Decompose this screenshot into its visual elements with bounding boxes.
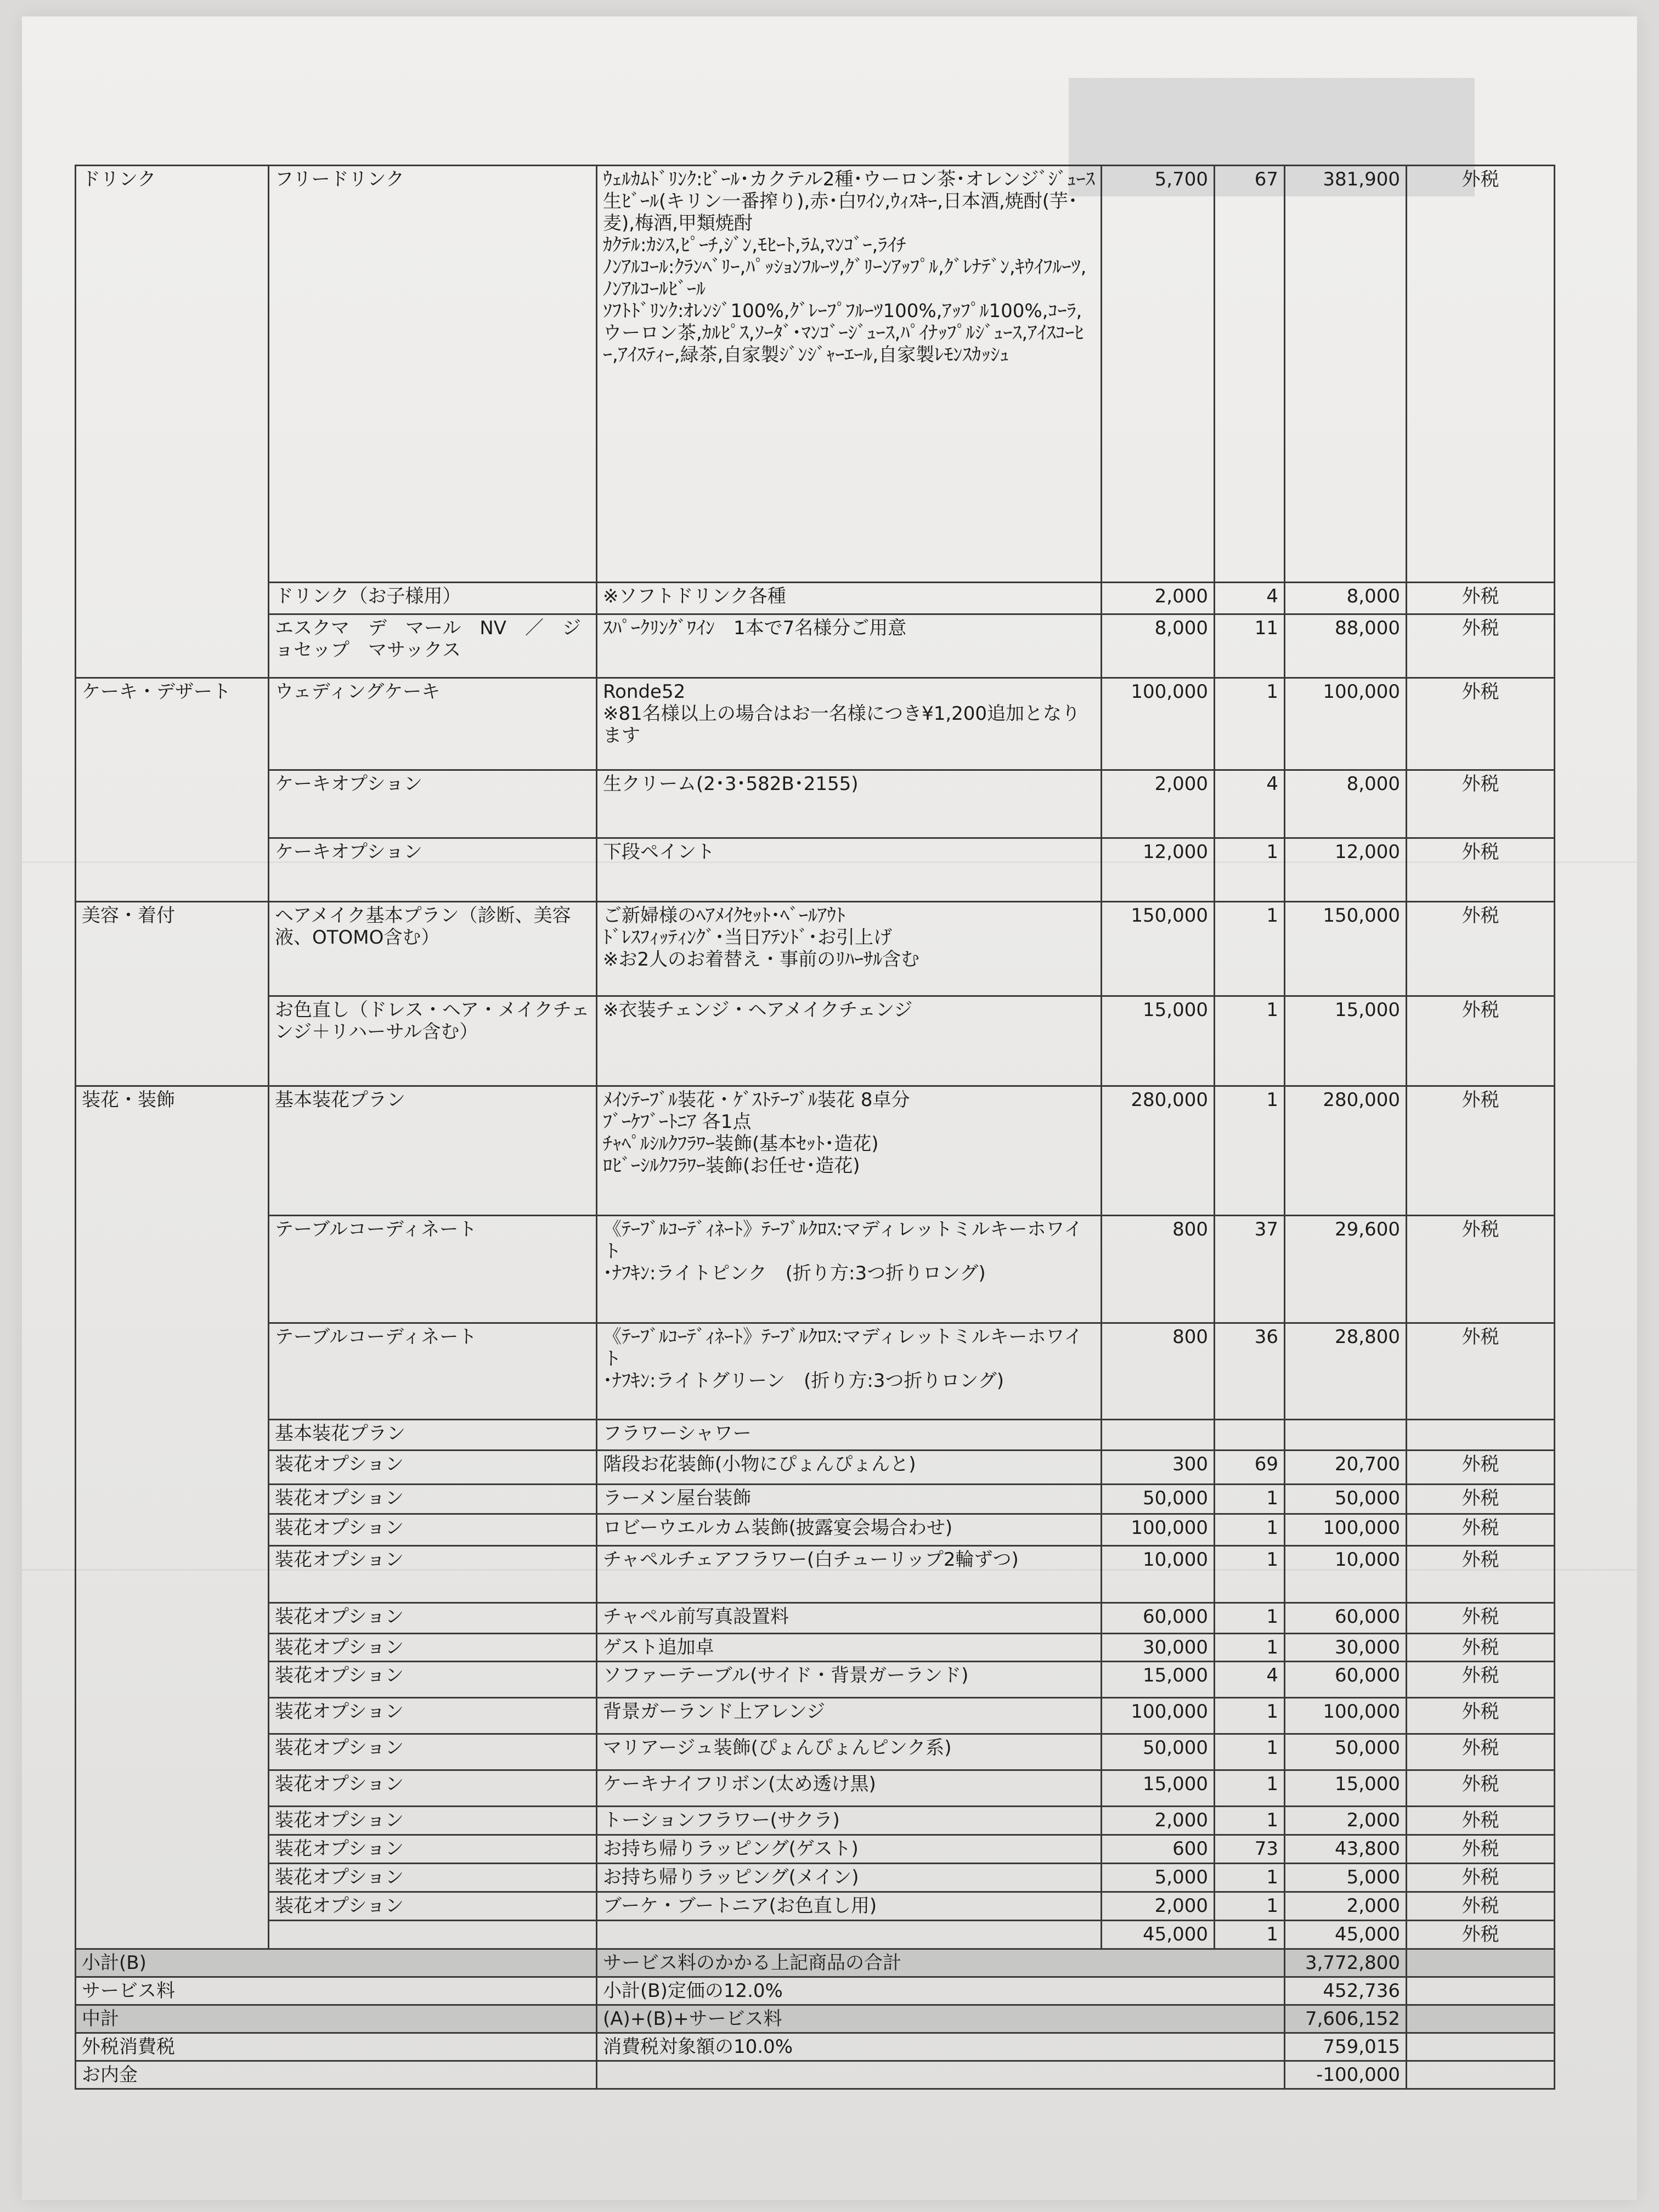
row-quantity: 1 [1215, 996, 1285, 1086]
row-description: トーションフラワー(サクラ) [597, 1807, 1102, 1835]
row-quantity: 1 [1215, 1603, 1285, 1634]
row-tax-type: 外税 [1407, 1770, 1555, 1807]
row-amount: 20,700 [1285, 1451, 1407, 1485]
row-description: お持ち帰りラッピング(メイン) [597, 1864, 1102, 1892]
row-amount: 28,800 [1285, 1323, 1407, 1420]
table-row [76, 1451, 1555, 1485]
row-quantity: 1 [1215, 1807, 1285, 1835]
row-description: ソファーテーブル(サイド・背景ガーランド) [597, 1662, 1102, 1698]
table-row [76, 1662, 1555, 1698]
row-amount: 45,000 [1285, 1921, 1407, 1949]
row-unit-price: 2,000 [1102, 1807, 1215, 1835]
row-item: 装花オプション [269, 1807, 597, 1835]
row-description: 《ﾃｰﾌﾞﾙｺｰﾃﾞｨﾈｰﾄ》ﾃｰﾌﾞﾙｸﾛｽ:マディレットミルキーホワイト ･ﾅﾌｷﾝ:ライトグリーン (折り方:3つ折りロング) [597, 1323, 1102, 1420]
row-unit-price: 10,000 [1102, 1546, 1215, 1603]
row-description: 背景ガーランド上アレンジ [597, 1698, 1102, 1734]
row-tax-type: 外税 [1407, 838, 1555, 902]
invoice-table [75, 165, 1555, 2090]
table-row [76, 996, 1555, 1086]
row-quantity: 4 [1215, 770, 1285, 838]
summary-label: サービス料 [76, 1977, 597, 2005]
row-unit-price: 2,000 [1102, 770, 1215, 838]
row-tax-type: 外税 [1407, 614, 1555, 678]
row-quantity: 69 [1215, 1451, 1285, 1485]
invoice-body [76, 166, 1555, 2089]
summary-blank [1407, 1977, 1555, 2005]
summary-row [76, 2061, 1555, 2089]
table-row [76, 166, 1555, 583]
row-amount: 8,000 [1285, 583, 1407, 614]
row-item: 装花オプション [269, 1835, 597, 1864]
row-tax-type: 外税 [1407, 678, 1555, 770]
row-tax-type: 外税 [1407, 1734, 1555, 1770]
row-description: 生クリーム(2･3･582B･2155) [597, 770, 1102, 838]
row-unit-price: 12,000 [1102, 838, 1215, 902]
summary-amount: 3,772,800 [1285, 1949, 1407, 1977]
summary-label: 小計(B) [76, 1949, 597, 1977]
row-item: 装花オプション [269, 1634, 597, 1662]
row-unit-price: 800 [1102, 1216, 1215, 1323]
row-item: ウェディングケーキ [269, 678, 597, 770]
row-description [597, 1921, 1102, 1949]
summary-blank [1407, 2005, 1555, 2033]
row-unit-price: 100,000 [1102, 1514, 1215, 1546]
row-item: 基本装花プラン [269, 1420, 597, 1451]
table-row [76, 1603, 1555, 1634]
table-row [76, 1634, 1555, 1662]
row-item: 装花オプション [269, 1514, 597, 1546]
row-item: ケーキオプション [269, 770, 597, 838]
row-item: 装花オプション [269, 1451, 597, 1485]
invoice-sheet [75, 165, 1554, 2090]
row-amount: 60,000 [1285, 1603, 1407, 1634]
row-description: ご新婦様のﾍｱﾒｲｸｾｯﾄ･ﾍﾞｰﾙｱｳﾄ ﾄﾞﾚｽﾌｨｯﾃｨﾝｸﾞ･当日ｱﾃﾝﾄﾞ･お引上げ ※お2人のお着替え・事前のﾘﾊｰｻﾙ含む [597, 902, 1102, 996]
row-item [269, 1921, 597, 1949]
row-description: ※ソフトドリンク各種 [597, 583, 1102, 614]
row-quantity: 67 [1215, 166, 1285, 583]
row-tax-type: 外税 [1407, 1514, 1555, 1546]
row-tax-type: 外税 [1407, 902, 1555, 996]
row-description: ﾒｲﾝﾃｰﾌﾞﾙ装花・ｹﾞｽﾄﾃｰﾌﾞﾙ装花 8卓分 ﾌﾞｰｹﾌﾞｰﾄﾆｱ 各1点 ﾁｬﾍﾟﾙｼﾙｸﾌﾗﾜｰ装飾(基本ｾｯﾄ･造花) ﾛﾋﾞｰｼﾙｸﾌﾗﾜｰ装飾(お任せ･造花) [597, 1086, 1102, 1216]
row-item: 装花オプション [269, 1734, 597, 1770]
summary-label: 外税消費税 [76, 2033, 597, 2061]
summary-row [76, 1949, 1555, 1977]
summary-blank [1407, 1949, 1555, 1977]
table-row [76, 1420, 1555, 1451]
row-description: ロビーウエルカム装飾(披露宴会場合わせ) [597, 1514, 1102, 1546]
row-item: 装花オプション [269, 1770, 597, 1807]
row-unit-price: 45,000 [1102, 1921, 1215, 1949]
row-unit-price: 2,000 [1102, 583, 1215, 614]
summary-description: 小計(B)定価の12.0% [597, 1977, 1285, 2005]
row-quantity: 36 [1215, 1323, 1285, 1420]
row-unit-price: 5,700 [1102, 166, 1215, 583]
row-quantity: 1 [1215, 1770, 1285, 1807]
row-description: 階段お花装飾(小物にぴょんぴょんと) [597, 1451, 1102, 1485]
row-tax-type: 外税 [1407, 1323, 1555, 1420]
summary-amount: 7,606,152 [1285, 2005, 1407, 2033]
row-unit-price: 150,000 [1102, 902, 1215, 996]
row-amount: 12,000 [1285, 838, 1407, 902]
summary-row [76, 2005, 1555, 2033]
summary-blank [1407, 2061, 1555, 2089]
row-tax-type: 外税 [1407, 1807, 1555, 1835]
summary-label: お内金 [76, 2061, 597, 2089]
row-amount: 100,000 [1285, 1698, 1407, 1734]
row-unit-price: 600 [1102, 1835, 1215, 1864]
table-row [76, 1770, 1555, 1807]
row-tax-type: 外税 [1407, 1662, 1555, 1698]
summary-blank [1407, 2033, 1555, 2061]
row-quantity: 1 [1215, 1921, 1285, 1949]
row-amount: 29,600 [1285, 1216, 1407, 1323]
row-quantity: 1 [1215, 1086, 1285, 1216]
row-quantity [1215, 1420, 1285, 1451]
row-unit-price: 8,000 [1102, 614, 1215, 678]
row-amount: 150,000 [1285, 902, 1407, 996]
table-row [76, 614, 1555, 678]
summary-amount: -100,000 [1285, 2061, 1407, 2089]
row-quantity: 1 [1215, 678, 1285, 770]
table-row [76, 1514, 1555, 1546]
row-item: 装花オプション [269, 1864, 597, 1892]
table-row [76, 1835, 1555, 1864]
row-tax-type: 外税 [1407, 1921, 1555, 1949]
row-tax-type: 外税 [1407, 166, 1555, 583]
summary-amount: 759,015 [1285, 2033, 1407, 2061]
row-item: 装花オプション [269, 1485, 597, 1514]
table-row [76, 678, 1555, 770]
table-row [76, 1734, 1555, 1770]
row-amount: 100,000 [1285, 1514, 1407, 1546]
row-item: 装花オプション [269, 1662, 597, 1698]
row-description: ｽﾊﾟｰｸﾘﾝｸﾞﾜｲﾝ 1本で7名様分ご用意 [597, 614, 1102, 678]
row-unit-price: 280,000 [1102, 1086, 1215, 1216]
row-unit-price: 50,000 [1102, 1485, 1215, 1514]
row-amount: 88,000 [1285, 614, 1407, 678]
row-quantity: 11 [1215, 614, 1285, 678]
table-row [76, 1698, 1555, 1734]
summary-amount: 452,736 [1285, 1977, 1407, 2005]
row-description: Ronde52 ※81名様以上の場合はお一名様につき¥1,200追加となります [597, 678, 1102, 770]
row-unit-price: 5,000 [1102, 1864, 1215, 1892]
row-description: フラワーシャワー [597, 1420, 1102, 1451]
row-category: 装花・装飾 [76, 1086, 269, 1949]
row-unit-price: 100,000 [1102, 1698, 1215, 1734]
row-amount: 60,000 [1285, 1662, 1407, 1698]
row-amount [1285, 1420, 1407, 1451]
row-item: 装花オプション [269, 1603, 597, 1634]
row-tax-type: 外税 [1407, 1086, 1555, 1216]
row-tax-type: 外税 [1407, 583, 1555, 614]
table-row [76, 1921, 1555, 1949]
row-quantity: 73 [1215, 1835, 1285, 1864]
summary-row [76, 1977, 1555, 2005]
table-row [76, 1216, 1555, 1323]
row-amount: 15,000 [1285, 1770, 1407, 1807]
summary-description [597, 2061, 1285, 2089]
row-quantity: 1 [1215, 1734, 1285, 1770]
row-description: ラーメン屋台装飾 [597, 1485, 1102, 1514]
row-amount: 43,800 [1285, 1835, 1407, 1864]
row-tax-type: 外税 [1407, 996, 1555, 1086]
table-row [76, 583, 1555, 614]
summary-description: 消費税対象額の10.0% [597, 2033, 1285, 2061]
table-row [76, 1086, 1555, 1216]
summary-row [76, 2033, 1555, 2061]
row-unit-price: 15,000 [1102, 996, 1215, 1086]
row-quantity: 1 [1215, 838, 1285, 902]
table-row [76, 902, 1555, 996]
row-amount: 10,000 [1285, 1546, 1407, 1603]
table-row [76, 838, 1555, 902]
row-item: フリードリンク [269, 166, 597, 583]
table-row [76, 1323, 1555, 1420]
row-unit-price: 15,000 [1102, 1770, 1215, 1807]
row-unit-price: 800 [1102, 1323, 1215, 1420]
row-unit-price: 100,000 [1102, 678, 1215, 770]
row-tax-type [1407, 1420, 1555, 1451]
row-description: ケーキナイフリボン(太め透け黒) [597, 1770, 1102, 1807]
row-description: ※衣装チェンジ・ヘアメイクチェンジ [597, 996, 1102, 1086]
row-quantity: 1 [1215, 1546, 1285, 1603]
row-description: お持ち帰りラッピング(ゲスト) [597, 1835, 1102, 1864]
row-description: ゲスト追加卓 [597, 1634, 1102, 1662]
row-quantity: 4 [1215, 1662, 1285, 1698]
summary-label: 中計 [76, 2005, 597, 2033]
table-row [76, 1864, 1555, 1892]
row-quantity: 1 [1215, 1514, 1285, 1546]
summary-description: サービス料のかかる上記商品の合計 [597, 1949, 1285, 1977]
table-row [76, 1485, 1555, 1514]
row-item: エスクマ デ マール NV ／ ジョセップ マサックス [269, 614, 597, 678]
row-amount: 50,000 [1285, 1734, 1407, 1770]
row-item: ヘアメイク基本プラン（診断、美容液、OTOMO含む） [269, 902, 597, 996]
row-tax-type: 外税 [1407, 1892, 1555, 1921]
row-amount: 50,000 [1285, 1485, 1407, 1514]
row-quantity: 1 [1215, 1698, 1285, 1734]
row-item: 装花オプション [269, 1546, 597, 1603]
row-tax-type: 外税 [1407, 1835, 1555, 1864]
row-amount: 280,000 [1285, 1086, 1407, 1216]
row-unit-price: 50,000 [1102, 1734, 1215, 1770]
row-tax-type: 外税 [1407, 1546, 1555, 1603]
row-unit-price: 30,000 [1102, 1634, 1215, 1662]
row-amount: 8,000 [1285, 770, 1407, 838]
row-description: チャペル前写真設置料 [597, 1603, 1102, 1634]
row-tax-type: 外税 [1407, 1634, 1555, 1662]
row-quantity: 1 [1215, 902, 1285, 996]
row-amount: 100,000 [1285, 678, 1407, 770]
row-amount: 5,000 [1285, 1864, 1407, 1892]
row-description: 下段ペイント [597, 838, 1102, 902]
row-unit-price [1102, 1420, 1215, 1451]
row-description: チャペルチェアフラワー(白チューリップ2輪ずつ) [597, 1546, 1102, 1603]
row-quantity: 4 [1215, 583, 1285, 614]
row-amount: 15,000 [1285, 996, 1407, 1086]
row-category: 美容・着付 [76, 902, 269, 1086]
row-tax-type: 外税 [1407, 1864, 1555, 1892]
row-tax-type: 外税 [1407, 1451, 1555, 1485]
row-item: 基本装花プラン [269, 1086, 597, 1216]
table-row [76, 1807, 1555, 1835]
row-unit-price: 15,000 [1102, 1662, 1215, 1698]
row-unit-price: 60,000 [1102, 1603, 1215, 1634]
row-description: 《ﾃｰﾌﾞﾙｺｰﾃﾞｨﾈｰﾄ》ﾃｰﾌﾞﾙｸﾛｽ:マディレットミルキーホワイト ･ﾅﾌｷﾝ:ライトピンク (折り方:3つ折りロング) [597, 1216, 1102, 1323]
row-item: ケーキオプション [269, 838, 597, 902]
table-row [76, 1546, 1555, 1603]
row-tax-type: 外税 [1407, 1698, 1555, 1734]
row-description: ｳｪﾙｶﾑﾄﾞﾘﾝｸ:ﾋﾞｰﾙ･カクテル2種･ウーロン茶･オレンジﾞｼﾞｭｰｽ 生ﾋﾞｰﾙ(キリン一番搾り),赤･白ﾜｲﾝ,ｳｨｽｷｰ,日本酒,焼酎(芋･麦),梅酒,甲類焼酎 ｶｸﾃﾙ:ｶｼｽ,ﾋﾟｰﾁ,ｼﾞﾝ,ﾓﾋｰﾄ,ﾗﾑ,ﾏﾝｺﾞｰ,ﾗｲﾁ ﾉﾝｱﾙｺｰﾙ:ｸﾗﾝﾍﾞﾘｰ,ﾊﾟｯｼｮﾝﾌﾙｰﾂ,ｸﾞﾘｰﾝｱｯﾌﾟﾙ,ｸﾞﾚﾅﾃﾞﾝ,ｷｳｲﾌﾙｰﾂ,ﾉﾝｱﾙｺｰﾙﾋﾞｰﾙ ｿﾌﾄﾄﾞﾘﾝｸ:ｵﾚﾝｼﾞ100%,ｸﾞﾚｰﾌﾟﾌﾙｰﾂ100%,ｱｯﾌﾟﾙ100%,ｺｰﾗ,ウーロン茶,ｶﾙﾋﾟｽ,ｿｰﾀﾞ･ﾏﾝｺﾞｰｼﾞｭｰｽ,ﾊﾟｲﾅｯﾌﾟﾙｼﾞｭｰｽ,ｱｲｽｺｰﾋｰ,ｱｲｽﾃｨｰ,緑茶,自家製ｼﾞﾝｼﾞｬｰｴｰﾙ,自家製ﾚﾓﾝｽｶｯｼｭ [597, 166, 1102, 583]
row-unit-price: 2,000 [1102, 1892, 1215, 1921]
row-tax-type: 外税 [1407, 1216, 1555, 1323]
row-item: テーブルコーディネート [269, 1323, 597, 1420]
row-amount: 2,000 [1285, 1807, 1407, 1835]
row-item: ドリンク（お子様用） [269, 583, 597, 614]
row-amount: 381,900 [1285, 166, 1407, 583]
row-item: お色直し（ドレス・ヘア・メイクチェンジ＋リハーサル含む） [269, 996, 597, 1086]
row-amount: 30,000 [1285, 1634, 1407, 1662]
summary-description: (A)+(B)+サービス料 [597, 2005, 1285, 2033]
row-description: ブーケ・ブートニア(お色直し用) [597, 1892, 1102, 1921]
row-quantity: 37 [1215, 1216, 1285, 1323]
row-category: ケーキ・デザート [76, 678, 269, 902]
row-quantity: 1 [1215, 1864, 1285, 1892]
table-row [76, 1892, 1555, 1921]
row-unit-price: 300 [1102, 1451, 1215, 1485]
row-description: マリアージュ装飾(ぴょんぴょんピンク系) [597, 1734, 1102, 1770]
row-quantity: 1 [1215, 1892, 1285, 1921]
row-category: ドリンク [76, 166, 269, 678]
row-quantity: 1 [1215, 1485, 1285, 1514]
row-tax-type: 外税 [1407, 770, 1555, 838]
row-item: 装花オプション [269, 1892, 597, 1921]
table-row [76, 770, 1555, 838]
row-tax-type: 外税 [1407, 1485, 1555, 1514]
row-item: 装花オプション [269, 1698, 597, 1734]
row-quantity: 1 [1215, 1634, 1285, 1662]
row-amount: 2,000 [1285, 1892, 1407, 1921]
row-tax-type: 外税 [1407, 1603, 1555, 1634]
row-item: テーブルコーディネート [269, 1216, 597, 1323]
